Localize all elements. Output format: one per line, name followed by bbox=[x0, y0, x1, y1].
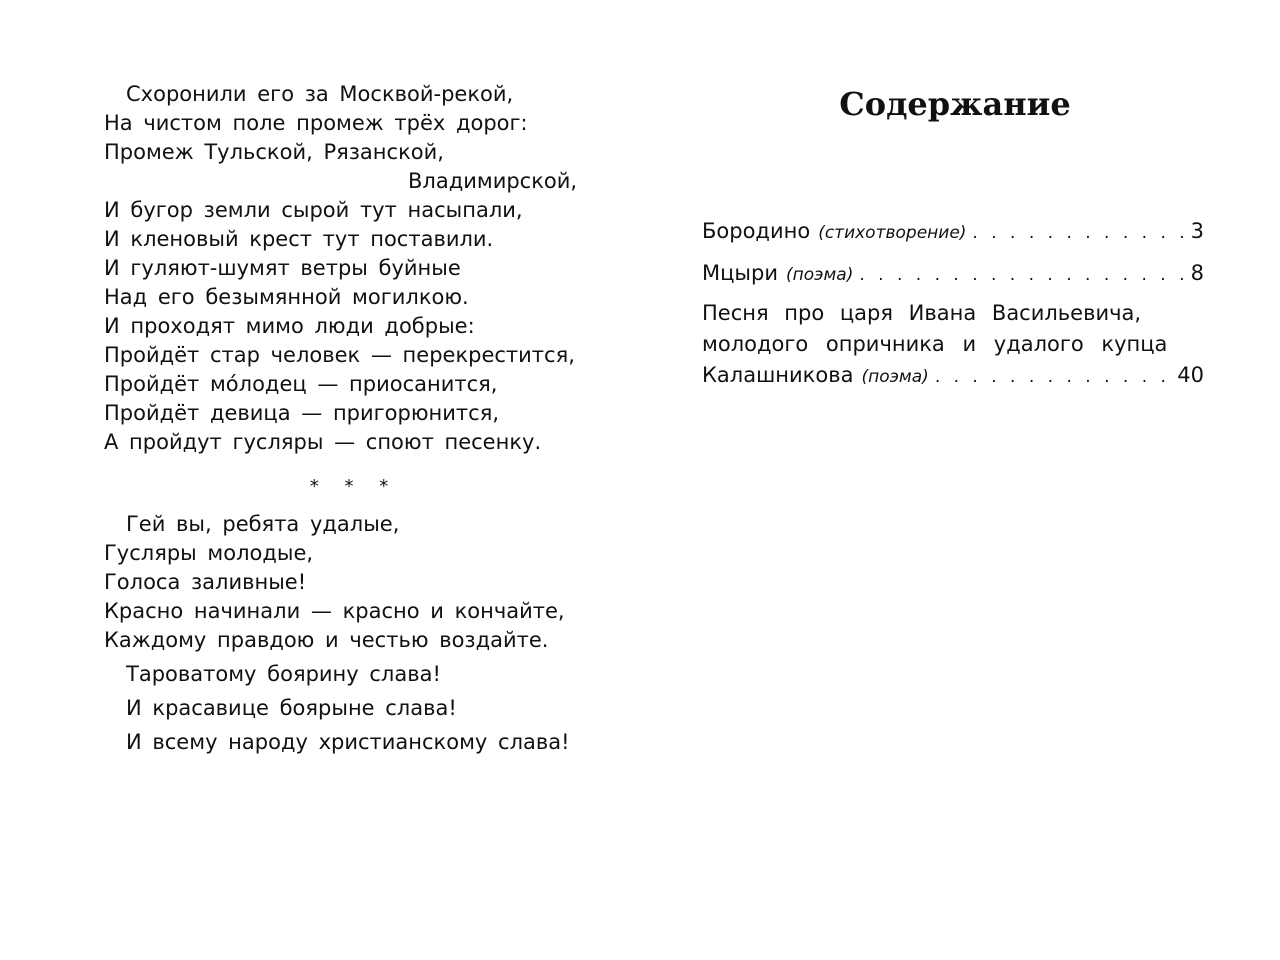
toc-entry-title: Бородино bbox=[702, 219, 811, 243]
toc-entry-pesnya[interactable] bbox=[702, 298, 1204, 393]
poem-line: Гусляры молодые, bbox=[104, 541, 314, 565]
toc-page-number: 3 bbox=[1190, 219, 1204, 243]
leader-dots bbox=[859, 260, 1184, 291]
poem-line: И гуляют-шумят ветры буйные bbox=[104, 256, 461, 280]
toc-entry-borodino[interactable] bbox=[702, 216, 1204, 249]
poem-line: И кленовый крест тут поставили. bbox=[104, 227, 494, 251]
poem-line: Пройдёт мо́лодец — приосанится, bbox=[104, 372, 498, 396]
toc-page-number: 8 bbox=[1190, 261, 1204, 285]
section-separator: * * * bbox=[309, 476, 399, 497]
poem-line: Владимирской, bbox=[408, 169, 578, 193]
toc-entry-title-part: Песня про царя Ивана Васильевича, bbox=[702, 301, 1142, 325]
poem-line: И проходят мимо люди добрые: bbox=[104, 314, 475, 338]
poem-line: Каждому правдою и честью воздайте. bbox=[104, 628, 549, 652]
poem-line: Промеж Тульской, Рязанской, bbox=[104, 140, 444, 164]
toc-entry-title: Мцыри bbox=[702, 261, 778, 285]
poem-line: И бугор земли сырой тут насыпали, bbox=[104, 198, 523, 222]
toc-entry-genre: (поэма) bbox=[861, 367, 929, 387]
leader-dots bbox=[972, 218, 1184, 249]
poem-line: Пройдёт стар человек — перекрестится, bbox=[104, 343, 575, 367]
toc-entry-genre: (стихотворение) bbox=[818, 223, 967, 243]
poem-line: Тароватому боярину слава! bbox=[126, 662, 441, 686]
leader-dots bbox=[935, 362, 1171, 393]
toc-entry-title-part: молодого опричника и удалого купца bbox=[702, 332, 1168, 356]
poem-line: Схоронили его за Москвой-рекой, bbox=[126, 82, 514, 106]
poem-line: На чистом поле промеж трёх дорог: bbox=[104, 111, 528, 135]
poem-line: Красно начинали — красно и кончайте, bbox=[104, 599, 565, 623]
poem-line: Над его безымянной могилкою. bbox=[104, 285, 469, 309]
toc-entry-title-line bbox=[702, 298, 1204, 329]
toc-entry-mtsyri[interactable] bbox=[702, 258, 1204, 291]
poem-line: И всему народу христианскому слава! bbox=[126, 730, 570, 754]
poem-line: А пройдут гусляры — споют песенку. bbox=[104, 430, 542, 454]
contents-title: Содержание bbox=[839, 85, 1071, 123]
toc-entry-title-line bbox=[702, 329, 1204, 360]
toc-page-number: 40 bbox=[1177, 363, 1204, 387]
toc-entry-genre: (поэма) bbox=[785, 265, 854, 285]
poem-line: И красавице боярыне слава! bbox=[126, 696, 457, 720]
poem-line: Голоса заливные! bbox=[104, 570, 307, 594]
poem-line: Гей вы, ребята удалые, bbox=[126, 512, 400, 536]
toc-entry-title: Калашникова bbox=[702, 363, 854, 387]
poem-line: Пройдёт девица — пригорюнится, bbox=[104, 401, 500, 425]
